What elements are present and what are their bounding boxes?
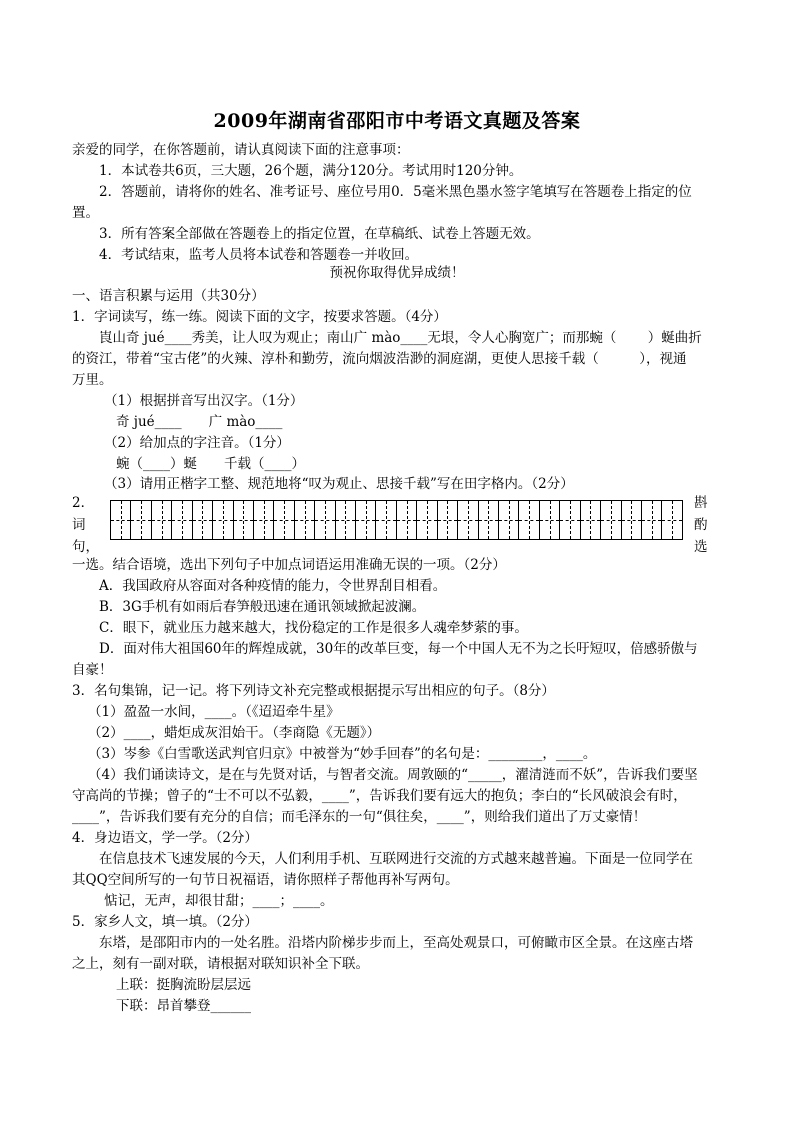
grid-cell[interactable] [131, 501, 151, 539]
q5-line: 之上，刻有一副对联，请根据对联知识补全下联。 [72, 956, 369, 972]
intro-item: 2．答题前，请将你的姓名、准考证号、座位号用0．5毫米黑色墨水签字笔填写在答题卷上指定的位 [99, 184, 692, 200]
q1-sub1-answer: 奇 jué____ 广 mào____ [116, 414, 283, 430]
grid-cell[interactable] [519, 501, 539, 539]
q2-option: D．面对伟大祖国60年的辉煌成就，30年的改革巨变，每一个中国人无不为之长吁短叹，倍感骄傲与 [99, 641, 698, 657]
q2-right-label: 斟 酌 选 [694, 495, 708, 555]
grid-cell[interactable] [111, 501, 131, 539]
q2-option: 自豪！ [72, 662, 113, 678]
grid-cell[interactable] [642, 501, 662, 539]
intro-item: 3．所有答案全部做在答题卷上的指定位置，在草稿纸、试卷上答题无效。 [99, 226, 540, 242]
q5-line: 东塔，是邵阳市内的一处名胜。沿塔内阶梯步步而上，至高处观景口，可俯瞰市区全景。在这座古塔 [99, 935, 693, 951]
page-title: 2009年湖南省邵阳市中考语文真题及答案 [213, 110, 581, 132]
grid-cell[interactable] [438, 501, 458, 539]
q4-line: 惦记，无声，却很甘甜；____；____。 [104, 893, 334, 909]
grid-cell[interactable] [499, 501, 519, 539]
grid-cell[interactable] [458, 501, 478, 539]
grid-cell[interactable] [479, 501, 499, 539]
intro-item: 4．考试结束，监考人员将本试卷和答题卷一并收回。 [99, 247, 419, 263]
grid-cell[interactable] [172, 501, 192, 539]
grid-cell[interactable] [417, 501, 437, 539]
grid-cell[interactable] [540, 501, 560, 539]
grid-cell[interactable] [336, 501, 356, 539]
intro-item: 置。 [72, 205, 99, 221]
q1-sub3: （3）请用正楷字工整、规范地将“叹为观止、思接千载”写在田字格内。（2分） [104, 476, 574, 492]
grid-cell[interactable] [662, 501, 681, 539]
q1-sub1: （1）根据拼音写出汉字。（1分） [104, 393, 304, 409]
grid-cell[interactable] [315, 501, 335, 539]
q4-line: 其QQ空间所写的一句节日祝福语，请你照样子帮他再补写两句。 [72, 872, 459, 888]
q5-couplet-upper: 上联：挺胸流盼层层远 [116, 977, 251, 993]
grid-cell[interactable] [254, 501, 274, 539]
grid-cell[interactable] [397, 501, 417, 539]
grid-cell[interactable] [295, 501, 315, 539]
q2-option: C．眼下，就业压力越来越大，找份稳定的工作是很多人魂牵梦萦的事。 [99, 620, 528, 636]
q2-option: A．我国政府从容面对各种疫情的能力，令世界刮目相看。 [99, 578, 447, 594]
tianzige-grid-area [72, 494, 722, 554]
q2-stem: 一选。结合语境，选出下列句子中加点词语运用准确无误的一项。（2分） [72, 557, 506, 573]
grid-cell[interactable] [601, 501, 621, 539]
grid-cell[interactable] [560, 501, 580, 539]
grid-cell[interactable] [622, 501, 642, 539]
grid-cell[interactable] [581, 501, 601, 539]
grid-cell[interactable] [274, 501, 294, 539]
q1-passage-line: 的资江，带着“宝古佬”的火辣、淳朴和勤劳，流向烟波浩渺的洞庭湖，更使人思接千载（ ），视通 [72, 351, 687, 367]
q2-option: B．3G手机有如雨后春笋般迅速在通讯领域掀起波澜。 [99, 599, 426, 615]
q3-line: （2）____，蜡炬成灰泪始干。（李商隐《无题》） [88, 725, 381, 741]
grid-cell[interactable] [213, 501, 233, 539]
section-heading: 一、语言积累与运用（共30分） [72, 288, 265, 304]
q3-stem: 3．名句集锦，记一记。将下列诗文补充完整或根据提示写出相应的句子。（8分） [72, 683, 555, 699]
q5-couplet-lower: 下联：昂首攀登______ [116, 998, 251, 1014]
q1-passage-line: 崀山奇 jué____秀美，让人叹为观止；南山广 mào____无垠，令人心胸宽广；而那蜿（ ）蜒曲折 [99, 330, 702, 346]
q1-stem: 1．字词读写，练一练。阅读下面的文字，按要求答题。（4分） [72, 309, 447, 325]
tianzige-grid[interactable] [110, 500, 683, 540]
q3-line: ____”，告诉我们要有充分的自信；而毛泽东的一句“俱往矣，____”，则给我们道出了万丈豪情！ [72, 809, 647, 825]
grid-cell[interactable] [356, 501, 376, 539]
intro-greeting: 亲爱的同学，在你答题前，请认真阅读下面的注意事项： [72, 142, 410, 158]
q3-line: （4）我们诵读诗文，是在与先贤对话，与智者交流。周敦颐的“_____，濯清涟而不妖”，告诉我们要坚 [88, 767, 698, 783]
q4-stem: 4．身边语文，学一学。（2分） [72, 830, 258, 846]
q3-line: （3）岑参《白雪歌送武判官归京》中被誉为“妙手回春”的名句是：________，____。 [88, 746, 597, 762]
intro-wish: 预祝你取得优异成绩！ [329, 265, 465, 281]
grid-cell[interactable] [152, 501, 172, 539]
q4-line: 在信息技术飞速发展的今天，人们利用手机、互联网进行交流的方式越来越普遍。下面是一位同学在 [99, 851, 693, 867]
q3-line: 守高尚的节操；曾子的“士不可以不弘毅，____”，告诉我们要有远大的抱负；李白的“长风破浪会有时， [72, 788, 687, 804]
intro-item: 1．本试卷共6页，三大题，26个题，满分120分。考试用时120分钟。 [99, 163, 523, 179]
grid-cell[interactable] [193, 501, 213, 539]
grid-cell[interactable] [376, 501, 396, 539]
q5-stem: 5．家乡人文，填一填。（2分） [72, 914, 258, 930]
q1-sub2: （2）给加点的字注音。（1分） [104, 435, 290, 451]
q1-passage-line: 万里。 [72, 372, 113, 388]
q2-left-label: 2． 词 句， [72, 495, 99, 555]
q1-sub2-answer: 蜿（____）蜒 千载（____） [116, 456, 305, 472]
grid-cell[interactable] [234, 501, 254, 539]
q3-line: （1）盈盈一水间，____。（《迢迢牵牛星》 [88, 704, 340, 720]
